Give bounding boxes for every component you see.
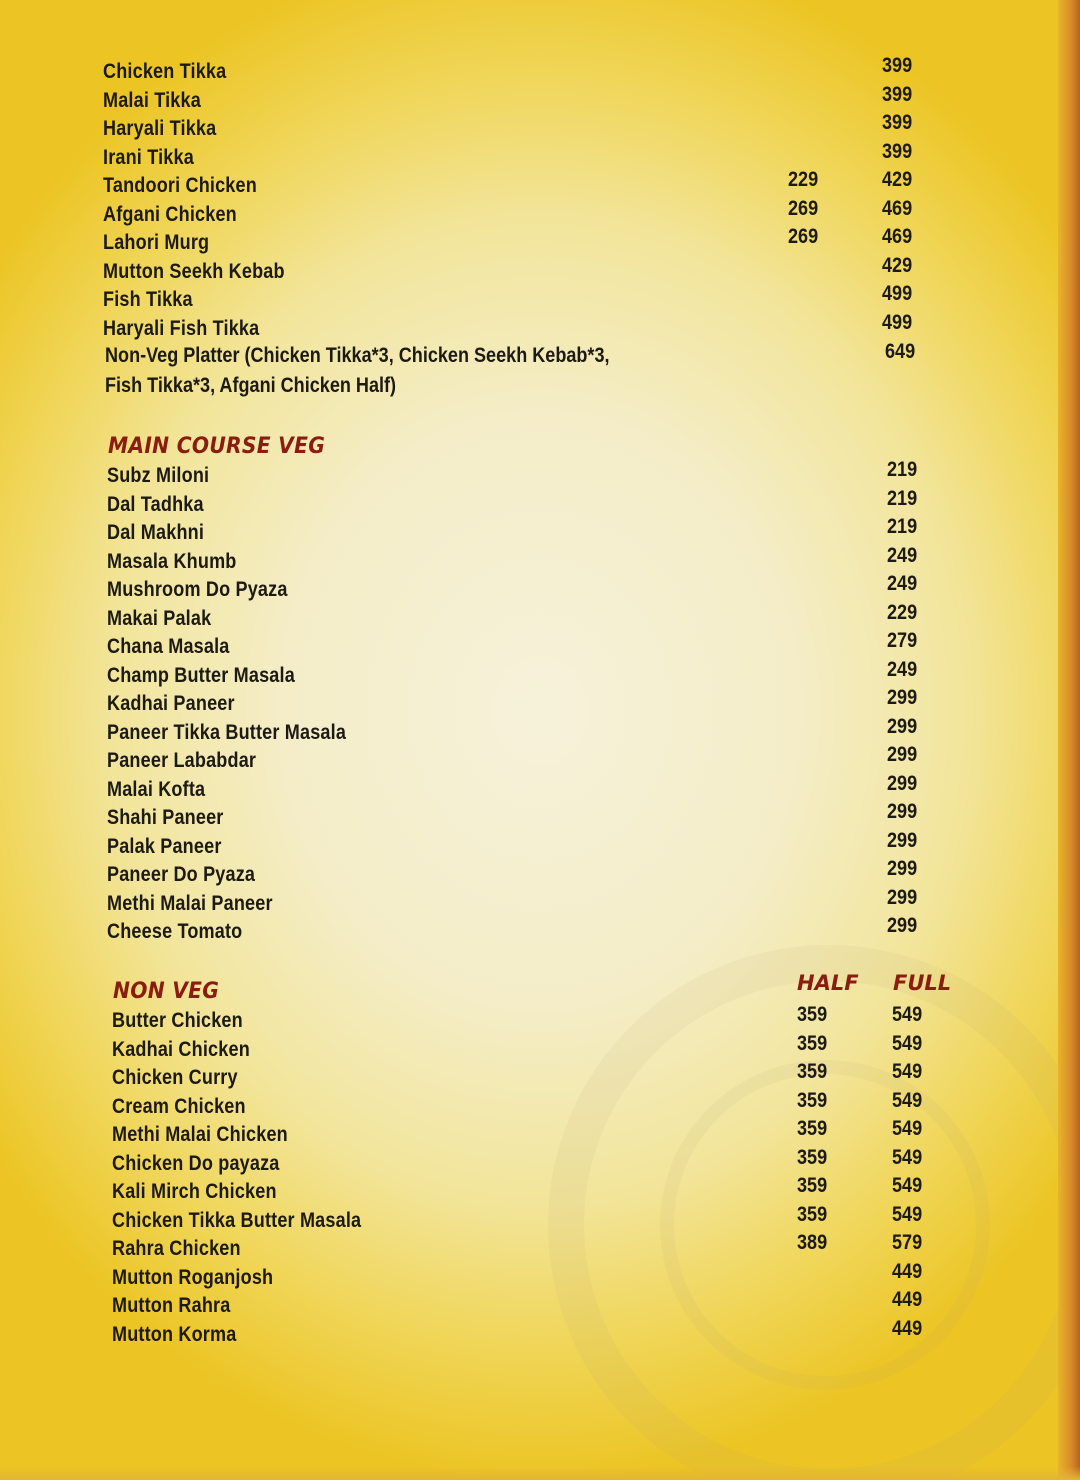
item-price-full: 449: [892, 1259, 923, 1283]
item-price-half: 359: [797, 1003, 828, 1026]
item-price: 299: [887, 857, 918, 880]
item-name: Mutton Seekh Kebab: [103, 259, 285, 283]
menu-row: [0, 572, 1080, 607]
platter-price: 649: [885, 340, 916, 363]
item-price: 229: [887, 600, 918, 624]
menu-row: [0, 828, 1080, 864]
menu-row: [0, 196, 1080, 232]
section-title-main-course-veg: MAIN COURSE VEG: [108, 434, 326, 459]
item-price-full: 469: [882, 225, 913, 248]
item-name: Paneer Do Pyaza: [107, 863, 256, 886]
menu-row: [0, 629, 1080, 664]
item-name: Chana Masala: [107, 635, 230, 658]
item-name: Kali Mirch Chicken: [112, 1180, 277, 1203]
item-price-full: 399: [882, 139, 913, 163]
item-price: 249: [887, 543, 918, 567]
item-price-full: 429: [882, 253, 913, 277]
section-title-non-veg: NON VEG: [113, 979, 220, 1004]
menu-row: [0, 168, 1080, 203]
item-name: Mushroom Do Pyaza: [107, 578, 288, 601]
item-price: 219: [887, 458, 918, 481]
item-price: 299: [887, 914, 918, 937]
tandoor-section: [0, 54, 1080, 345]
item-name: Mutton Rahra: [112, 1294, 231, 1317]
item-price-half: 229: [788, 168, 819, 191]
item-name: Rahra Chicken: [112, 1237, 241, 1260]
item-name: Cheese Tomato: [107, 920, 243, 943]
item-price-half: 359: [797, 1088, 828, 1112]
column-header-half: HALF: [797, 971, 859, 995]
item-price: 299: [887, 743, 918, 766]
item-name: Malai Tikka: [103, 88, 201, 112]
menu-row: [0, 800, 1080, 835]
main-course-veg-section: [0, 458, 1080, 949]
item-price: 219: [887, 486, 918, 510]
page-edge-bottom: [0, 1466, 1080, 1480]
item-name: Tandoori Chicken: [103, 174, 257, 197]
item-name: Chicken Tikka Butter Masala: [112, 1208, 362, 1232]
menu-row: [0, 515, 1080, 550]
item-price-half: 359: [797, 1202, 828, 1226]
item-price-full: 579: [892, 1231, 923, 1254]
item-name: Butter Chicken: [112, 1009, 243, 1032]
item-price-full: 549: [892, 1088, 923, 1112]
menu-row: [0, 771, 1080, 807]
item-price-full: 499: [882, 310, 913, 334]
menu-row: [0, 686, 1080, 721]
menu-row: [0, 714, 1080, 750]
item-price-full: 549: [892, 1117, 923, 1140]
menu-row: [0, 657, 1080, 693]
item-price-full: 549: [892, 1031, 923, 1055]
item-price-half: 359: [797, 1145, 828, 1169]
item-price-half: 359: [797, 1174, 828, 1197]
item-price-full: 449: [892, 1288, 923, 1311]
item-price: 279: [887, 629, 918, 652]
item-name: Champ Butter Masala: [107, 663, 295, 687]
menu-row: [0, 885, 1080, 921]
menu-row: [0, 54, 1080, 89]
item-price-full: 399: [882, 54, 913, 77]
item-name: Chicken Curry: [112, 1066, 238, 1089]
menu-row: [0, 543, 1080, 579]
item-price: 249: [887, 657, 918, 681]
item-price: 219: [887, 515, 918, 538]
item-price-half: 359: [797, 1060, 828, 1083]
item-price-full: 499: [882, 282, 913, 305]
item-price-full: 399: [882, 111, 913, 134]
menu-row: [0, 225, 1080, 260]
item-price-half: 389: [797, 1231, 828, 1254]
item-price: 299: [887, 828, 918, 852]
item-name: Fish Tikka: [103, 288, 193, 311]
menu-row: [0, 743, 1080, 778]
menu-row: [0, 458, 1080, 493]
item-name: Kadhai Paneer: [107, 692, 235, 715]
item-name: Cream Chicken: [112, 1094, 246, 1118]
item-name: Makai Palak: [107, 606, 212, 630]
item-price-full: 549: [892, 1003, 923, 1026]
menu-row: [0, 139, 1080, 175]
item-price-half: 359: [797, 1117, 828, 1140]
item-name: Lahori Murg: [103, 231, 210, 254]
item-name: Kadhai Chicken: [112, 1037, 250, 1061]
item-name: Methi Malai Paneer: [107, 891, 273, 915]
item-name: Irani Tikka: [103, 145, 194, 169]
non-veg-section: [0, 1003, 1080, 1351]
item-price-full: 469: [882, 196, 913, 220]
item-name: Masala Khumb: [107, 549, 237, 573]
item-price: 299: [887, 771, 918, 795]
menu-row: [0, 486, 1080, 522]
item-price: 249: [887, 572, 918, 595]
item-price-full: 399: [882, 82, 913, 106]
item-name: Dal Makhni: [107, 521, 205, 544]
menu-row: [0, 1316, 1080, 1352]
item-name: Chicken Do payaza: [112, 1151, 280, 1175]
item-name: Chicken Tikka: [103, 60, 227, 83]
item-name: Palak Paneer: [107, 834, 222, 858]
platter-name-line1: Non-Veg Platter (Chicken Tikka*3, Chicken Seekh Kebab*3,: [105, 344, 610, 367]
item-name: Afgani Chicken: [103, 202, 237, 226]
menu-row: [0, 253, 1080, 289]
item-name: Shahi Paneer: [107, 806, 224, 829]
item-price-full: 549: [892, 1202, 923, 1226]
item-name: Dal Tadhka: [107, 492, 204, 516]
item-name: Haryali Tikka: [103, 117, 217, 140]
item-price-full: 449: [892, 1316, 923, 1340]
item-name: Methi Malai Chicken: [112, 1123, 288, 1146]
item-price: 299: [887, 686, 918, 709]
item-price-full: 549: [892, 1145, 923, 1169]
item-name: Mutton Roganjosh: [112, 1265, 274, 1289]
menu-row: [0, 111, 1080, 146]
menu-row: [0, 282, 1080, 317]
item-name: Mutton Korma: [112, 1322, 237, 1346]
item-name: Malai Kofta: [107, 777, 206, 801]
item-price: 299: [887, 885, 918, 909]
menu-row: [0, 82, 1080, 118]
item-price-half: 269: [788, 196, 819, 220]
platter-name-line2: Fish Tikka*3, Afgani Chicken Half): [105, 374, 397, 397]
item-price: 299: [887, 714, 918, 738]
item-name: Subz Miloni: [107, 464, 210, 487]
item-price-half: 359: [797, 1031, 828, 1055]
item-price-full: 549: [892, 1174, 923, 1197]
menu-row: [0, 914, 1080, 949]
menu-row: [0, 310, 1080, 346]
item-price-half: 269: [788, 225, 819, 248]
item-price: 299: [887, 800, 918, 823]
menu-row: [0, 857, 1080, 892]
item-price-full: 429: [882, 168, 913, 191]
item-price-full: 549: [892, 1060, 923, 1083]
item-name: Paneer Tikka Butter Masala: [107, 720, 347, 744]
column-header-full: FULL: [893, 971, 952, 995]
item-name: Haryali Fish Tikka: [103, 316, 260, 340]
item-name: Paneer Lababdar: [107, 749, 257, 772]
menu-row: [0, 600, 1080, 636]
